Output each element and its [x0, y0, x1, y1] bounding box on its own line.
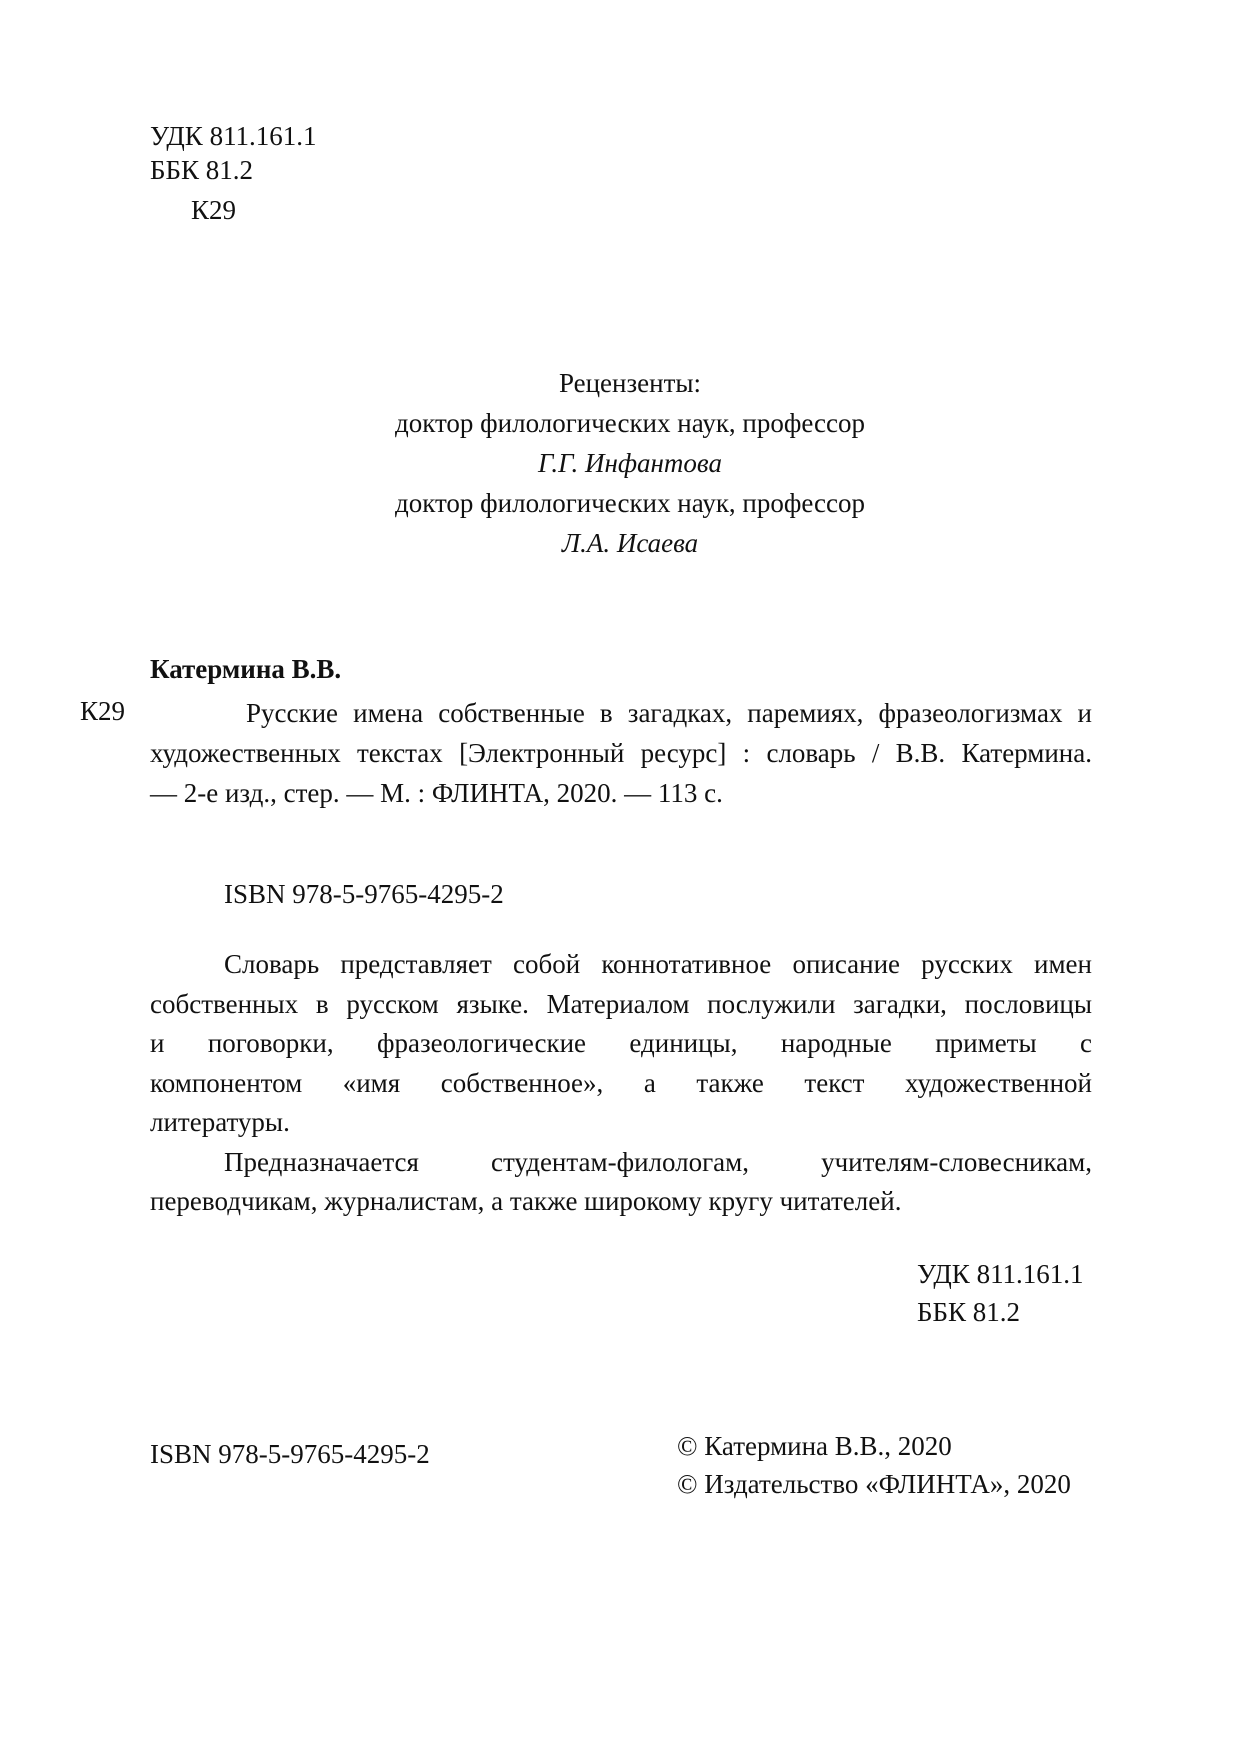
- entry-line: — 2-е изд., стер. — М. : ФЛИНТА, 2020. — 113 с.: [150, 778, 723, 808]
- copyright-author: © Катермина В.В., 2020: [677, 1431, 952, 1461]
- copyright-publisher: © Издательство «ФЛИНТА», 2020: [677, 1469, 1071, 1499]
- annotation-line: и поговорки, фразеологические единицы, народные приметы с: [150, 1028, 1092, 1058]
- annotation-line: Словарь представляет собой коннотативное описание русских имен: [224, 949, 1092, 979]
- reviewers-title: Рецензенты:: [558, 368, 702, 398]
- annotation-line: Предназначается студентам-филологам, учителям-словесникам,: [224, 1146, 1092, 1177]
- reviewer-name: Г.Г. Инфантова: [538, 448, 722, 478]
- annotation-line: собственных в русском языке. Материалом послужили загадки, пословицы: [150, 988, 1092, 1019]
- annotation-line: компонентом «имя собственное», а также текст художественной: [150, 1067, 1092, 1098]
- header-udk: УДК 811.161.1: [150, 121, 317, 151]
- entry-description: [150, 693, 1092, 813]
- entry-line: художественных текстах [Электронный ресурс] : словарь / В.В. Катермина.: [150, 738, 1092, 768]
- reviewers-block: [330, 363, 930, 563]
- entry-line: Русские имена собственные в загадках, паремиях, фразеологизмах и: [246, 698, 1092, 728]
- annotation-line: литературы.: [150, 1107, 290, 1137]
- entry-author-code: К29: [80, 696, 126, 726]
- entry-isbn: ISBN 978-5-9765-4295-2: [224, 879, 504, 909]
- header-bbk: ББК 81.2: [150, 155, 254, 185]
- annotation: [150, 945, 1092, 1222]
- entry-author: Катермина В.В.: [150, 654, 342, 684]
- reviewer-name: Л.А. Исаева: [561, 528, 699, 558]
- footer-isbn: ISBN 978-5-9765-4295-2: [150, 1439, 430, 1469]
- reviewer-degree: доктор филологических наук, профессор: [394, 408, 866, 438]
- annotation-line: переводчикам, журналистам, а также широкому кругу читателей.: [150, 1186, 902, 1216]
- header-author-code: К29: [191, 195, 237, 225]
- reviewer-degree: доктор филологических наук, профессор: [394, 488, 866, 518]
- classification-udk: УДК 811.161.1: [917, 1259, 1084, 1289]
- classification-bbk: ББК 81.2: [917, 1297, 1021, 1327]
